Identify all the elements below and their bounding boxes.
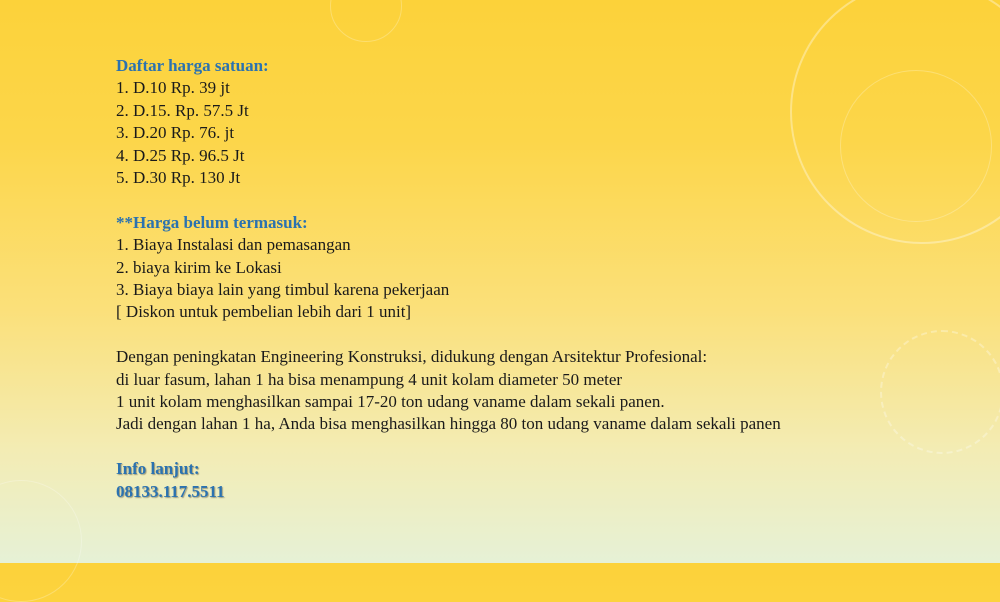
price-item: 4. D.25 Rp. 96.5 Jt	[116, 145, 245, 165]
spacer	[116, 436, 976, 458]
description-line: Jadi dengan lahan 1 ha, Anda bisa menghasilkan hingga 80 ton udang vaname dalam sekali panen	[116, 414, 781, 434]
spacer	[116, 324, 976, 346]
price-item: 5. D.30 Rp. 130 Jt	[116, 168, 241, 188]
description-line: 1 unit kolam menghasilkan sampai 17-20 ton udang vaname dalam sekali panen.	[116, 392, 665, 412]
price-item: 3. D.20 Rp. 76. jt	[116, 123, 235, 143]
price-item: 1. D.10 Rp. 39 jt	[116, 78, 230, 98]
decorative-ring-top-left	[330, 0, 402, 42]
exclusion-item: 1. Biaya Instalasi dan pemasangan	[116, 235, 351, 255]
description-line: di luar fasum, lahan 1 ha bisa menampung 4 unit kolam diameter 50 meter	[116, 369, 623, 389]
contact-phone: 08133.117.5511	[116, 481, 225, 501]
discount-note: [ Diskon untuk pembelian lebih dari 1 unit]	[116, 302, 412, 322]
spacer	[116, 189, 976, 211]
decorative-ring-bottom-left	[0, 480, 82, 602]
slide-content	[116, 55, 976, 503]
price-item: 2. D.15. Rp. 57.5 Jt	[116, 100, 249, 120]
price-list-heading: Daftar harga satuan:	[116, 56, 269, 75]
exclusion-item: 3. Biaya biaya lain yang timbul karena pekerjaan	[116, 280, 450, 300]
exclusion-item: 2. biaya kirim ke Lokasi	[116, 257, 282, 277]
exclusions-heading: **Harga belum termasuk:	[116, 212, 308, 232]
description-line: Dengan peningkatan Engineering Konstruksi, didukung dengan Arsitektur Profesional:	[116, 347, 708, 367]
info-heading: Info lanjut:	[116, 459, 200, 479]
